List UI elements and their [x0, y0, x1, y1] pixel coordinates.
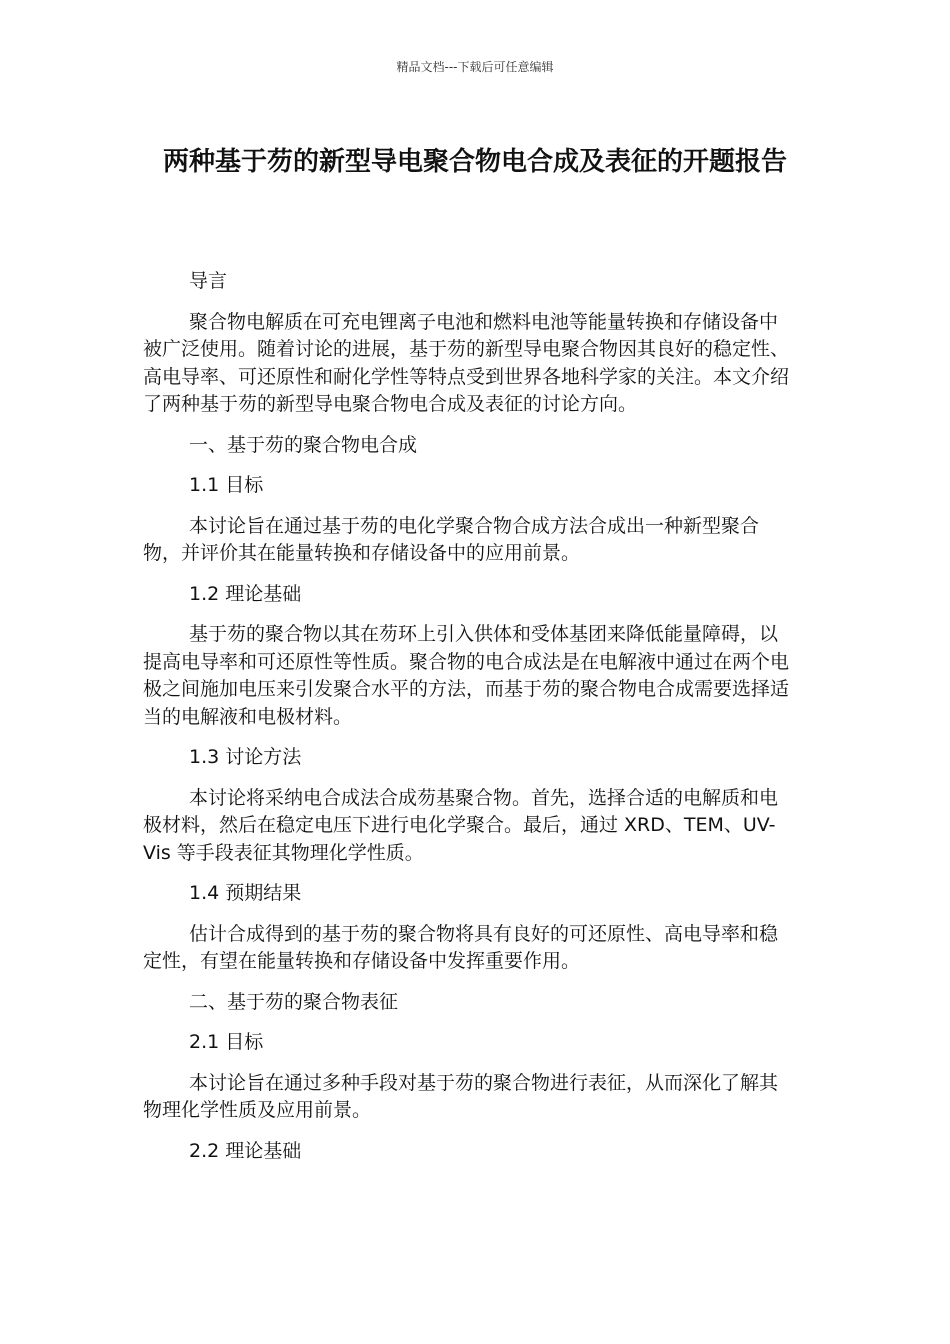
paragraph-1-2: 基于芴的聚合物以其在芴环上引入供体和受体基团来降低能量障碍，以提高电导率和可还原性等性质。聚合物的电合成法是在电解液中通过在两个电极之间施加电压来引发聚合水平的方法，而基于芴的聚合物电合成需要选择适当的电解液和电极材料。	[143, 623, 790, 728]
subheading-1-1: 1.1 目标	[189, 474, 264, 496]
section-heading-2: 二、基于芴的聚合物表征	[189, 990, 399, 1013]
header-note: 精品文档---下载后可任意编辑	[396, 60, 554, 74]
paragraph-2-1: 本讨论旨在通过多种手段对基于芴的聚合物进行表征，从而深化了解其物理化学性质及应用前景。	[143, 1071, 779, 1121]
section-heading-intro: 导言	[189, 270, 228, 292]
document-body	[143, 268, 795, 1178]
subheading-1-4: 1.4 预期结果	[189, 882, 302, 904]
subheading-2-1: 2.1 目标	[189, 1031, 264, 1053]
document-title: 两种基于芴的新型导电聚合物电合成及表征的开题报告	[162, 147, 787, 177]
subheading-2-2: 2.2 理论基础	[189, 1139, 302, 1162]
paragraph-1-3: 本讨论将采纳电合成法合成芴基聚合物。首先，选择合适的电解质和电极材料，然后在稳定电压下进行电化学聚合。最后，通过 XRD、TEM、UV-Vis 等手段表征其物理化学性质。	[143, 786, 779, 864]
paragraph-1-4: 估计合成得到的基于芴的聚合物将具有良好的可还原性、高电导率和稳定性，有望在能量转换和存储设备中发挥重要作用。	[143, 922, 779, 972]
section-heading-1: 一、基于芴的聚合物电合成	[189, 433, 418, 456]
subheading-1-3: 1.3 讨论方法	[189, 746, 302, 768]
paragraph-1-1: 本讨论旨在通过基于芴的电化学聚合物合成方法合成出一种新型聚合物，并评价其在能量转换和存储设备中的应用前景。	[143, 514, 760, 564]
subheading-1-2: 1.2 理论基础	[189, 582, 302, 605]
intro-paragraph: 聚合物电解质在可充电锂离子电池和燃料电池等能量转换和存储设备中被广泛使用。随着讨论的进展，基于芴的新型导电聚合物因其良好的稳定性、高电导率、可还原性和耐化学性等特点受到世界各地科学家的关注。本文介绍了两种基于芴的新型导电聚合物电合成及表征的讨论方向。	[143, 310, 790, 415]
